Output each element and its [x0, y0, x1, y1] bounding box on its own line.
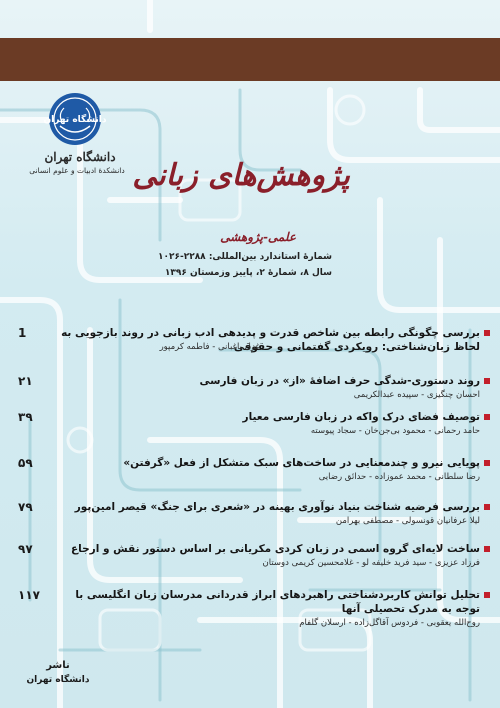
- toc-authors: لیلا عرفانیان قونسولی - مصطفی بهرامن: [335, 516, 480, 526]
- toc-title[interactable]: روند دستوری-شدگی حرف اضافهٔ «از» در زبان فارسی: [199, 375, 480, 387]
- issn-line: شمارهٔ استاندارد بین‌المللی: ۲۲۸۸-۱۰۲۶: [157, 252, 332, 262]
- toc-page-number: ۳۹: [18, 410, 33, 424]
- top-band: [0, 38, 500, 81]
- toc-authors: رضا سلطانی - محمد عموزاده - حدائق رضایی: [318, 472, 480, 482]
- toc-authors: احسان چنگیزی - سپیده عبدالکریمی: [353, 390, 480, 400]
- publisher-label: ناشر: [46, 660, 70, 671]
- toc-page-number: ۹۷: [18, 542, 33, 556]
- university-logo: [28, 92, 126, 184]
- bullet-icon: [484, 504, 490, 510]
- bullet-icon: [484, 330, 490, 336]
- toc-authors: روح‌الله یعقوبی - فردوس آقاگل‌زاده - ارسلان گلفام: [299, 618, 480, 628]
- toc-page-number: 1: [18, 326, 27, 340]
- faculty-name: دانشکدهٔ ادبیات و علوم انسانی: [29, 166, 125, 175]
- bullet-icon: [484, 414, 490, 420]
- university-seal-icon: [43, 92, 107, 146]
- bullet-icon: [484, 378, 490, 384]
- toc-page-number: ۱۱۷: [18, 588, 40, 602]
- seal-text: دانشگاه تهران: [43, 115, 107, 125]
- publisher-name: دانشگاه تهران: [26, 675, 90, 685]
- journal-title: پژوهش‌های زبانی: [132, 158, 350, 193]
- university-name: دانشگاه تهران: [44, 150, 116, 164]
- toc-title[interactable]: تحلیل توانش کاربردشناختی راهبردهای ابراز قدردانی مدرسان زبان انگلیسی با توجه به مدرک تحصیلی آنها: [75, 589, 480, 615]
- toc-authors: غزل باغبانی - فاطمه کرمپور: [159, 342, 260, 352]
- toc-page-number: ۲۱: [18, 374, 33, 388]
- issue-line: سال ۸، شمارهٔ ۲، پاییز وزمستان ۱۳۹۶: [164, 268, 332, 278]
- toc-title[interactable]: توصیف فضای درک واکه در زبان فارسی معیار: [242, 411, 480, 423]
- toc-title[interactable]: بررسی فرضیه شناخت بنیاد نوآوری بهینه در «شعری برای جنگ» قیصر امین‌پور: [74, 501, 480, 513]
- bullet-icon: [484, 460, 490, 466]
- toc-authors: حامد رحمانی - محمود بی‌جن‌خان - سجاد پیوسته: [310, 426, 480, 436]
- toc-page-number: ۵۹: [18, 456, 33, 470]
- bullet-icon: [484, 592, 490, 598]
- toc-authors: فرزاد عزیزی - سید فرید خلیفه لو - غلامحسین کریمی دوستان: [262, 558, 480, 568]
- toc-title[interactable]: بررسی چگونگی رابطه بین شاخص قدرت و پدیدهی ادب زبانی در روند بازجویی به لحاظ زبان‌شناختی: رویکردی گفتمانی و حقوقی: [61, 327, 480, 353]
- toc-title[interactable]: پویایی نیرو و چندمعنایی در ساخت‌های سبک متشکل از فعل «گرفتن»: [123, 457, 480, 469]
- bullet-icon: [484, 546, 490, 552]
- toc-page-number: ۷۹: [18, 500, 33, 514]
- journal-type: علمی-پژوهشی: [220, 230, 296, 244]
- toc-title[interactable]: ساخت لایه‌ای گروه اسمی در زبان کردی مکریانی بر اساس دستور نقش و ارجاع: [71, 543, 480, 555]
